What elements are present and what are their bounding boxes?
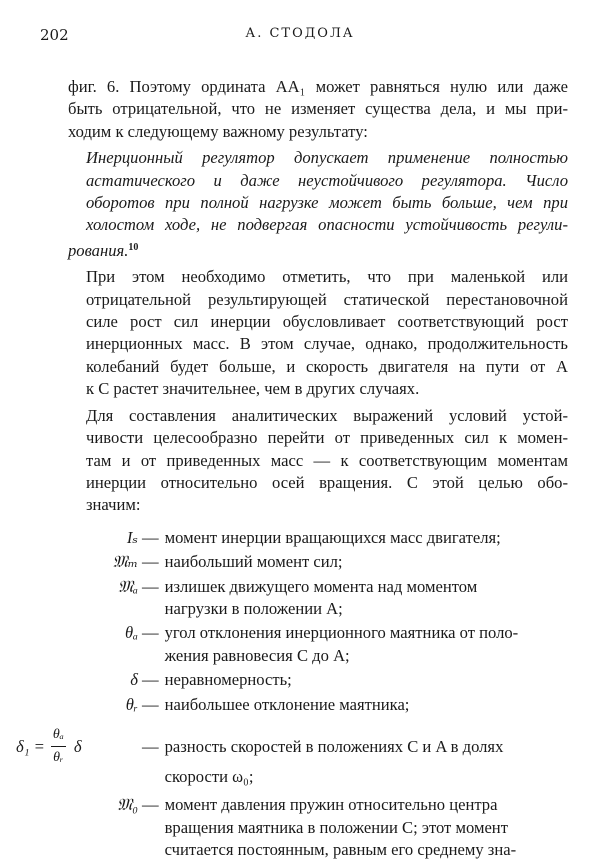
running-title: А. СТОДОЛА	[245, 26, 355, 41]
fraction-denominator: θᵣ	[53, 750, 64, 766]
definition-item: Iₛ — момент инерции вращающихся масс двигателя;	[68, 527, 568, 549]
definition-item: θₐ — угол отклонения инерционного маятника от поло- жения равновесия C до A;	[68, 622, 568, 667]
text-line: астатического и даже неустойчивого регулятора. Число	[86, 170, 568, 190]
definition-symbol: 𝔐ₘ	[112, 552, 138, 572]
definition-text: жения равновесия C до A;	[164, 645, 350, 665]
definition-item: 𝔐ₘ — наибольший момент сил;	[68, 551, 568, 573]
definition-symbol: θᵣ	[125, 694, 138, 714]
text-line: отрицательной результирующей статической перестановочной	[86, 289, 568, 309]
footnote-marker: 10	[128, 241, 139, 253]
text-line: инерционных масс. В этом случае, однако, продолжительность	[86, 334, 568, 354]
text-line: Для составления аналитических выражений условий устой-	[86, 405, 568, 425]
definition-item: 𝔐ₐ — излишек движущего момента над моментом нагрузки в положении A;	[68, 576, 568, 621]
text-line: быть отрицательной, что не изменяет существа дела, и мы при-	[68, 99, 568, 119]
fraction-lhs: δ₁ =	[16, 736, 45, 756]
definition-item: θᵣ — наибольшее отклонение маятника;	[68, 694, 568, 716]
text-line: чивости целесообразно перейти от приведенных сил к момен-	[86, 428, 568, 448]
fraction	[51, 724, 66, 770]
definition-text: наибольший момент сил;	[164, 552, 343, 572]
definition-text: нагрузки в положении A;	[164, 598, 343, 618]
italic-result	[68, 147, 568, 262]
fraction-numerator: θₐ	[51, 724, 66, 747]
text-line: рования.	[68, 240, 129, 260]
definition-text: излишек движущего момента над моментом	[164, 576, 478, 596]
definition-text: момент инерции вращающихся масс двигателя;	[164, 527, 501, 547]
definition-symbol: Iₛ	[126, 527, 138, 547]
definition-text: вращения маятника в положении C; этот момент	[164, 817, 508, 837]
fraction-definition: δ₁ = $\frac{\text{θₐ}}{\text{θᵣ}}$ δ — разность скоростей в положениях C и A в долях скорости ω₀;	[68, 718, 568, 789]
text-line: инерции относительно осей вращения. С этой целью обо-	[86, 472, 568, 492]
paragraph-1	[68, 76, 568, 143]
definition-item: 𝔐₀ — момент давления пружин относительно центра вращения маятника в положении C; этот момент считается постоянным, равным его среднему зна-	[68, 794, 568, 861]
definition-symbol: θₐ	[124, 623, 138, 643]
text-line: силе рост сил инерции обусловливает соответствующий рост	[86, 312, 568, 332]
definition-text: угол отклонения инерционного маятника от поло-	[164, 623, 519, 643]
text-line: При этом необходимо отметить, что при маленькой или	[86, 267, 568, 287]
page-number: 202	[40, 26, 69, 44]
paragraph-3	[68, 405, 568, 517]
definition-text: считается постоянным, равным его среднему зна-	[164, 840, 517, 860]
text-line: колебаний будет больше, и скорость двигателя на пути от A	[86, 356, 568, 376]
definition-text: момент давления пружин относительно центра	[164, 795, 498, 815]
text-line: Инерционный регулятор допускает применение полностью	[86, 148, 568, 168]
paragraph-2	[68, 266, 568, 400]
text-line: там и от приведенных масс — к соответствующим моментам	[86, 450, 568, 470]
text-line: ходим к следующему важному результату:	[68, 121, 368, 141]
definition-symbol: δ	[73, 736, 82, 756]
body-text	[16, 76, 568, 864]
definition-text: скорости ω₀;	[164, 767, 254, 787]
definition-item: δ — неравномерность;	[68, 669, 568, 691]
definition-text: неравномерность;	[164, 670, 292, 690]
definition-symbol: 𝔐ₐ	[117, 576, 138, 596]
definition-text: разность скоростей в положениях C и A в долях	[164, 736, 504, 756]
definition-symbol: 𝔐₀	[116, 795, 138, 815]
text-line: к C растет значительнее, чем в других случаях.	[86, 379, 420, 399]
text-line: оборотов при полной нагрузке может быть больше, чем при	[86, 193, 568, 213]
page-header	[40, 26, 560, 48]
definition-list	[16, 527, 568, 862]
text-line: холостом ходе, не подвергая опасности устойчивость регули-	[86, 215, 568, 235]
text-line: фиг. 6. Поэтому ордината AA₁ может равняться нулю или даже	[68, 77, 568, 96]
text-line: значим:	[86, 495, 141, 515]
definition-symbol: δ	[130, 670, 138, 690]
definition-text: наибольшее отклонение маятника;	[164, 694, 410, 714]
